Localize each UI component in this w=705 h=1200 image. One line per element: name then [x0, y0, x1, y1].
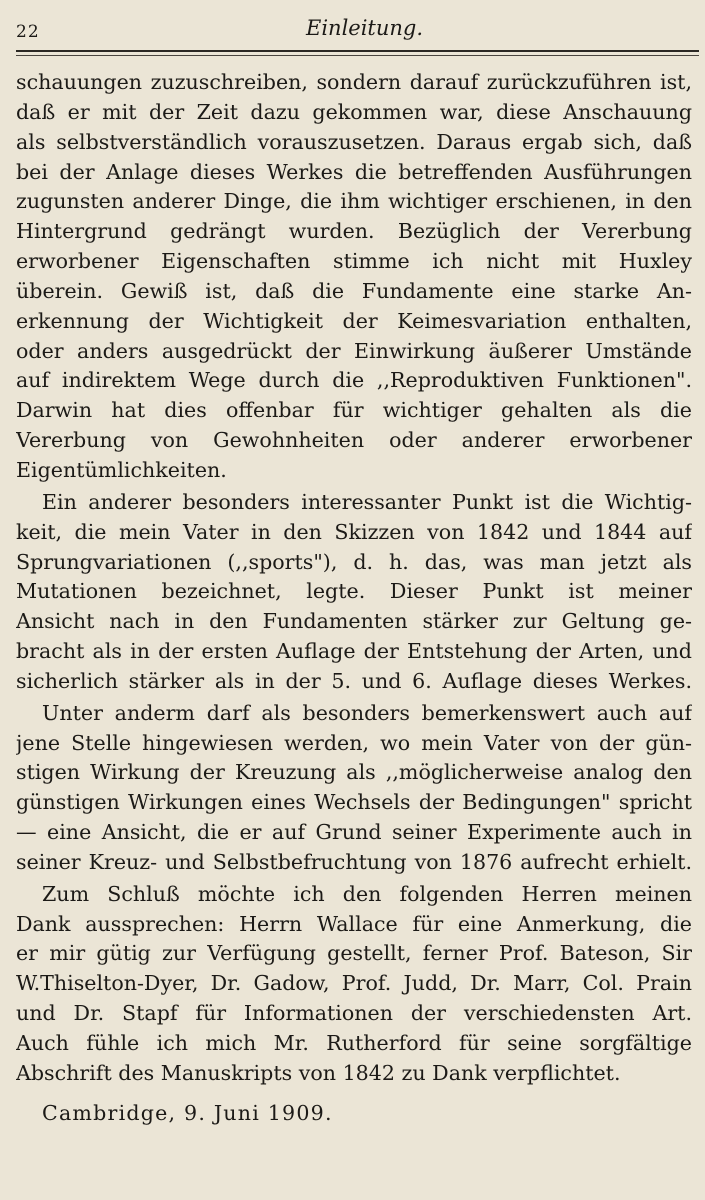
text-line: Auch fühle ich mich Mr. Rutherford für seine sorgfältige	[16, 1031, 692, 1055]
text-line: seiner Kreuz- und Selbstbefruchtung von 1876 aufrecht erhielt.	[16, 849, 692, 874]
text-line: als selbstverständlich vorauszusetzen. Daraus ergab sich, daß	[16, 129, 692, 154]
text-line: Ein anderer besonders interessanter Punkt ist die Wichtig-	[42, 489, 692, 514]
text-line: Sprungvariationen (,,sports"), d. h. das, was man jetzt als	[16, 549, 692, 574]
text-line: keit, die mein Vater in den Skizzen von 1842 und 1844 auf	[16, 519, 692, 544]
text-line: zugunsten anderer Dinge, die ihm wichtiger erschienen, in den	[16, 189, 692, 214]
text-line: Dank aussprechen: Herrn Wallace für eine Anmerkung, die	[16, 911, 692, 936]
text-line: erworbener Eigenschaften stimme ich nicht mit Huxley	[16, 249, 692, 274]
text-line: überein. Gewiß ist, daß die Fundamente eine starke An-	[16, 278, 692, 303]
text-line: oder anders ausgedrückt der Einwirkung äußerer Umstände	[16, 338, 692, 363]
dateline: Cambridge, 9. Juni 1909.	[42, 1100, 333, 1125]
page-header	[16, 14, 695, 48]
text-line: Vererbung von Gewohnheiten oder anderer erworbener	[16, 428, 692, 453]
text-line: Darwin hat dies offenbar für wichtiger gehalten als die	[16, 398, 692, 423]
text-line: er mir gütig zur Verfügung gestellt, ferner Prof. Bateson, Sir	[16, 941, 692, 966]
text-line: auf indirektem Wege durch die ,,Reproduktiven Funktionen".	[16, 368, 692, 393]
text-line: Zum Schluß möchte ich den folgenden Herren meinen	[42, 881, 692, 906]
text-line: sicherlich stärker als in der 5. und 6. Auflage dieses Werkes.	[16, 668, 692, 693]
text-line: schauungen zuzuschreiben, sondern darauf zurückzuführen ist,	[16, 70, 692, 94]
text-line: erkennung der Wichtigkeit der Keimesvariation enthalten,	[16, 308, 692, 333]
text-line: bracht als in der ersten Auflage der Entstehung der Arten, und	[16, 639, 692, 664]
text-line: — eine Ansicht, die er auf Grund seiner Experimente auch in	[16, 820, 692, 845]
running-title: Einleitung.	[306, 16, 424, 40]
text-line: günstigen Wirkungen eines Wechsels der Bedingungen" spricht	[16, 790, 692, 815]
text-line: daß er mit der Zeit dazu gekommen war, diese Anschauung	[16, 99, 692, 124]
header-rule-thick	[16, 50, 699, 52]
text-line: bei der Anlage dieses Werkes die betreffenden Ausführungen	[16, 159, 692, 184]
text-line: Hintergrund gedrängt wurden. Bezüglich der Vererbung	[16, 219, 692, 244]
text-line: und Dr. Stapf für Informationen der verschiedensten Art.	[16, 1001, 692, 1026]
body-text	[16, 68, 692, 1129]
text-line: Mutationen bezeichnet, legte. Dieser Punkt ist meiner	[16, 579, 692, 604]
header-rule-thin	[16, 55, 699, 56]
text-line: Eigentümlichkeiten.	[16, 457, 227, 482]
text-line: stigen Wirkung der Kreuzung als ,,möglicherweise analog den	[16, 760, 692, 785]
text-line: Abschrift des Manuskripts von 1842 zu Dank verpflichtet.	[16, 1060, 621, 1085]
text-line: Ansicht nach in den Fundamenten stärker zur Geltung ge-	[16, 609, 692, 634]
text-line: jene Stelle hingewiesen werden, wo mein Vater von der gün-	[16, 730, 692, 755]
text-line: Unter anderm darf als besonders bemerkenswert auch auf	[42, 700, 692, 725]
text-line: W.Thiselton-Dyer, Dr. Gadow, Prof. Judd, Dr. Marr, Col. Prain	[16, 971, 692, 996]
page-number: 22	[16, 22, 40, 42]
